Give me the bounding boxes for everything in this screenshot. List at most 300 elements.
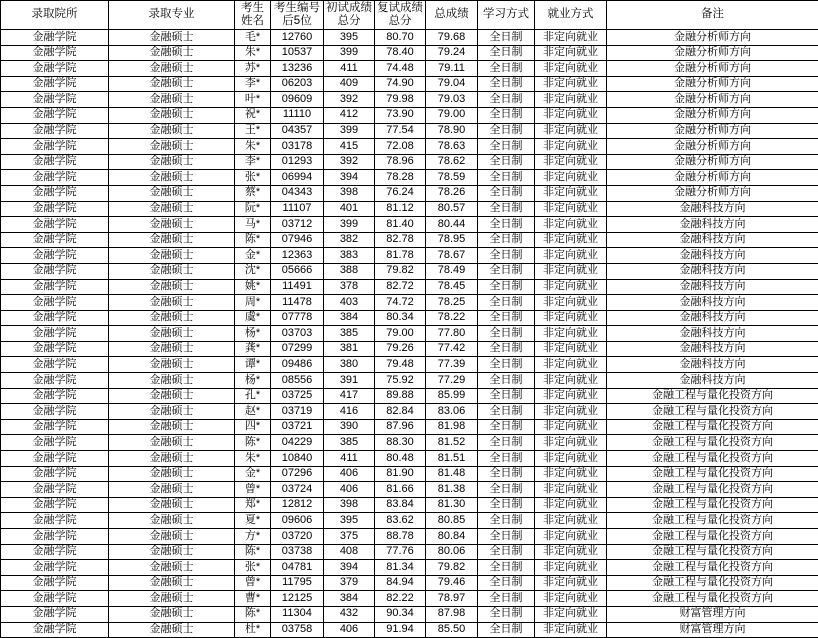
cell-retest-score: 79.48 [375,357,426,373]
cell-name: 毛* [235,30,271,46]
cell-institute: 金融学院 [1,388,109,404]
cell-candidate-id: 03720 [271,529,324,545]
cell-total-score: 79.11 [426,61,478,77]
cell-employment-mode: 非定向就业 [535,575,607,591]
cell-study-mode: 全日制 [478,123,535,139]
cell-total-score: 78.97 [426,591,478,607]
cell-candidate-id: 03178 [271,139,324,155]
cell-major: 金融硕士 [109,139,235,155]
cell-study-mode: 全日制 [478,310,535,326]
cell-remarks: 金融工程与量化投资方向 [607,466,818,482]
column-header-institute-line1: 录取院所 [1,8,108,21]
cell-total-score: 79.82 [426,560,478,576]
cell-institute: 金融学院 [1,373,109,389]
cell-remarks: 金融工程与量化投资方向 [607,575,818,591]
cell-major: 金融硕士 [109,451,235,467]
table-row [1,61,818,77]
cell-candidate-id: 12812 [271,497,324,513]
cell-total-score: 78.45 [426,279,478,295]
cell-major: 金融硕士 [109,606,235,622]
cell-total-score: 85.99 [426,388,478,404]
cell-initial-score: 406 [324,622,375,638]
cell-total-score: 81.98 [426,419,478,435]
cell-total-score: 81.38 [426,482,478,498]
cell-employment-mode: 非定向就业 [535,606,607,622]
cell-initial-score: 398 [324,497,375,513]
column-header-major-line1: 录取专业 [109,8,234,21]
cell-candidate-id: 06203 [271,76,324,92]
header-row [1,1,818,30]
cell-remarks: 金融科技方向 [607,263,818,279]
cell-name: 朱* [235,451,271,467]
cell-institute: 金融学院 [1,217,109,233]
cell-remarks: 金融科技方向 [607,295,818,311]
table-row [1,622,818,638]
cell-candidate-id: 03712 [271,217,324,233]
cell-total-score: 78.67 [426,248,478,264]
column-header-initial-score-line1: 初试成绩 [324,2,374,15]
cell-study-mode: 全日制 [478,575,535,591]
cell-study-mode: 全日制 [478,326,535,342]
cell-remarks: 金融工程与量化投资方向 [607,451,818,467]
cell-employment-mode: 非定向就业 [535,388,607,404]
cell-institute: 金融学院 [1,248,109,264]
cell-candidate-id: 04229 [271,435,324,451]
cell-name: 朱* [235,139,271,155]
cell-initial-score: 408 [324,544,375,560]
cell-institute: 金融学院 [1,419,109,435]
cell-retest-score: 81.66 [375,482,426,498]
cell-study-mode: 全日制 [478,622,535,638]
cell-study-mode: 全日制 [478,232,535,248]
cell-retest-score: 83.84 [375,497,426,513]
cell-remarks: 金融工程与量化投资方向 [607,529,818,545]
cell-total-score: 79.03 [426,92,478,108]
cell-study-mode: 全日制 [478,248,535,264]
cell-name: 陈* [235,606,271,622]
cell-total-score: 87.98 [426,606,478,622]
cell-initial-score: 399 [324,123,375,139]
cell-initial-score: 416 [324,404,375,420]
cell-major: 金融硕士 [109,435,235,451]
cell-name: 杨* [235,373,271,389]
cell-remarks: 金融科技方向 [607,357,818,373]
cell-employment-mode: 非定向就业 [535,497,607,513]
column-header-retest-score [375,1,426,30]
cell-candidate-id: 03724 [271,482,324,498]
cell-institute: 金融学院 [1,544,109,560]
cell-major: 金融硕士 [109,92,235,108]
cell-retest-score: 84.94 [375,575,426,591]
cell-candidate-id: 04357 [271,123,324,139]
cell-remarks: 金融分析师方向 [607,139,818,155]
cell-total-score: 79.24 [426,45,478,61]
column-header-retest-score-line2: 总分 [375,15,425,28]
cell-institute: 金融学院 [1,482,109,498]
cell-remarks: 金融工程与量化投资方向 [607,435,818,451]
cell-candidate-id: 11478 [271,295,324,311]
cell-remarks: 金融工程与量化投资方向 [607,591,818,607]
cell-institute: 金融学院 [1,107,109,123]
cell-retest-score: 78.28 [375,170,426,186]
cell-retest-score: 74.90 [375,76,426,92]
cell-retest-score: 81.90 [375,466,426,482]
cell-study-mode: 全日制 [478,61,535,77]
table-row [1,263,818,279]
cell-retest-score: 91.94 [375,622,426,638]
cell-retest-score: 87.96 [375,419,426,435]
cell-name: 夏* [235,513,271,529]
cell-employment-mode: 非定向就业 [535,45,607,61]
cell-initial-score: 406 [324,466,375,482]
cell-major: 金融硕士 [109,123,235,139]
cell-initial-score: 417 [324,388,375,404]
cell-major: 金融硕士 [109,373,235,389]
cell-initial-score: 401 [324,201,375,217]
table-row [1,466,818,482]
cell-major: 金融硕士 [109,529,235,545]
cell-study-mode: 全日制 [478,107,535,123]
cell-employment-mode: 非定向就业 [535,435,607,451]
cell-major: 金融硕士 [109,76,235,92]
cell-remarks: 金融分析师方向 [607,92,818,108]
cell-initial-score: 384 [324,310,375,326]
cell-remarks: 金融工程与量化投资方向 [607,404,818,420]
cell-retest-score: 75.92 [375,373,426,389]
table-row [1,404,818,420]
cell-name: 李* [235,76,271,92]
cell-remarks: 财富管理方向 [607,606,818,622]
cell-institute: 金融学院 [1,92,109,108]
cell-major: 金融硕士 [109,107,235,123]
table-header [1,1,818,30]
cell-major: 金融硕士 [109,341,235,357]
cell-candidate-id: 10840 [271,451,324,467]
cell-employment-mode: 非定向就业 [535,466,607,482]
cell-initial-score: 406 [324,482,375,498]
cell-name: 虞* [235,310,271,326]
cell-total-score: 81.48 [426,466,478,482]
cell-major: 金融硕士 [109,248,235,264]
cell-study-mode: 全日制 [478,92,535,108]
cell-initial-score: 394 [324,170,375,186]
cell-initial-score: 403 [324,295,375,311]
cell-total-score: 80.57 [426,201,478,217]
cell-initial-score: 381 [324,341,375,357]
cell-candidate-id: 09606 [271,513,324,529]
cell-major: 金融硕士 [109,419,235,435]
table-row [1,388,818,404]
cell-remarks: 金融科技方向 [607,248,818,264]
cell-retest-score: 88.30 [375,435,426,451]
table-row [1,170,818,186]
cell-retest-score: 78.96 [375,154,426,170]
cell-employment-mode: 非定向就业 [535,326,607,342]
cell-retest-score: 81.34 [375,560,426,576]
cell-retest-score: 73.90 [375,107,426,123]
table-row [1,606,818,622]
cell-retest-score: 81.12 [375,201,426,217]
table-row [1,419,818,435]
cell-name: 马* [235,217,271,233]
cell-candidate-id: 04343 [271,185,324,201]
table-row [1,217,818,233]
table-row [1,76,818,92]
cell-major: 金融硕士 [109,466,235,482]
cell-institute: 金融学院 [1,606,109,622]
cell-initial-score: 392 [324,92,375,108]
cell-study-mode: 全日制 [478,419,535,435]
cell-study-mode: 全日制 [478,529,535,545]
cell-remarks: 金融分析师方向 [607,107,818,123]
cell-employment-mode: 非定向就业 [535,185,607,201]
cell-total-score: 81.51 [426,451,478,467]
cell-name: 姚* [235,279,271,295]
cell-remarks: 金融分析师方向 [607,30,818,46]
table-row [1,575,818,591]
cell-retest-score: 82.22 [375,591,426,607]
column-header-study-mode-line1: 学习方式 [478,8,534,21]
cell-employment-mode: 非定向就业 [535,295,607,311]
cell-retest-score: 90.34 [375,606,426,622]
cell-retest-score: 74.72 [375,295,426,311]
cell-remarks: 金融科技方向 [607,310,818,326]
cell-total-score: 85.50 [426,622,478,638]
table-row [1,513,818,529]
cell-initial-score: 378 [324,279,375,295]
cell-name: 阮* [235,201,271,217]
cell-name: 张* [235,560,271,576]
cell-institute: 金融学院 [1,466,109,482]
table-row [1,92,818,108]
cell-employment-mode: 非定向就业 [535,513,607,529]
table-row [1,139,818,155]
cell-initial-score: 385 [324,326,375,342]
cell-major: 金融硕士 [109,357,235,373]
cell-employment-mode: 非定向就业 [535,92,607,108]
cell-candidate-id: 11795 [271,575,324,591]
cell-total-score: 80.44 [426,217,478,233]
table-row [1,248,818,264]
cell-name: 曾* [235,575,271,591]
cell-name: 孔* [235,388,271,404]
cell-study-mode: 全日制 [478,560,535,576]
table-row [1,123,818,139]
cell-employment-mode: 非定向就业 [535,248,607,264]
cell-retest-score: 74.48 [375,61,426,77]
cell-major: 金融硕士 [109,497,235,513]
cell-total-score: 80.06 [426,544,478,560]
cell-candidate-id: 12760 [271,30,324,46]
cell-total-score: 77.42 [426,341,478,357]
cell-total-score: 79.04 [426,76,478,92]
table-row [1,45,818,61]
cell-name: 张* [235,170,271,186]
cell-candidate-id: 07778 [271,310,324,326]
cell-employment-mode: 非定向就业 [535,341,607,357]
cell-remarks: 金融分析师方向 [607,61,818,77]
cell-institute: 金融学院 [1,451,109,467]
cell-retest-score: 79.26 [375,341,426,357]
cell-remarks: 财富管理方向 [607,622,818,638]
cell-institute: 金融学院 [1,232,109,248]
cell-initial-score: 409 [324,76,375,92]
cell-remarks: 金融科技方向 [607,373,818,389]
cell-total-score: 77.39 [426,357,478,373]
cell-major: 金融硕士 [109,170,235,186]
cell-remarks: 金融工程与量化投资方向 [607,388,818,404]
column-header-remarks-line1: 备注 [607,8,818,21]
cell-remarks: 金融分析师方向 [607,76,818,92]
cell-institute: 金融学院 [1,30,109,46]
cell-name: 曾* [235,482,271,498]
cell-institute: 金融学院 [1,295,109,311]
cell-name: 四* [235,419,271,435]
cell-remarks: 金融科技方向 [607,217,818,233]
cell-study-mode: 全日制 [478,513,535,529]
table-row [1,185,818,201]
cell-major: 金融硕士 [109,279,235,295]
cell-total-score: 78.95 [426,232,478,248]
cell-institute: 金融学院 [1,263,109,279]
column-header-major [109,1,235,30]
cell-major: 金融硕士 [109,217,235,233]
cell-name: 方* [235,529,271,545]
cell-study-mode: 全日制 [478,497,535,513]
column-header-initial-score [324,1,375,30]
column-header-initial-score-line2: 总分 [324,15,374,28]
cell-major: 金融硕士 [109,45,235,61]
cell-initial-score: 391 [324,373,375,389]
cell-candidate-id: 03721 [271,419,324,435]
cell-institute: 金融学院 [1,622,109,638]
cell-institute: 金融学院 [1,529,109,545]
cell-major: 金融硕士 [109,295,235,311]
cell-candidate-id: 07299 [271,341,324,357]
cell-retest-score: 83.62 [375,513,426,529]
cell-total-score: 80.84 [426,529,478,545]
table-row [1,201,818,217]
cell-name: 曹* [235,591,271,607]
cell-initial-score: 375 [324,529,375,545]
cell-employment-mode: 非定向就业 [535,622,607,638]
cell-institute: 金融学院 [1,279,109,295]
cell-total-score: 78.22 [426,310,478,326]
table-row [1,154,818,170]
cell-total-score: 83.06 [426,404,478,420]
cell-initial-score: 390 [324,419,375,435]
cell-major: 金融硕士 [109,232,235,248]
table-body [1,30,818,638]
cell-name: 周* [235,295,271,311]
cell-study-mode: 全日制 [478,263,535,279]
cell-employment-mode: 非定向就业 [535,201,607,217]
cell-remarks: 金融工程与量化投资方向 [607,419,818,435]
cell-initial-score: 415 [324,139,375,155]
cell-major: 金融硕士 [109,263,235,279]
cell-study-mode: 全日制 [478,185,535,201]
cell-study-mode: 全日制 [478,388,535,404]
cell-employment-mode: 非定向就业 [535,404,607,420]
cell-employment-mode: 非定向就业 [535,30,607,46]
cell-employment-mode: 非定向就业 [535,451,607,467]
cell-name: 杨* [235,326,271,342]
cell-employment-mode: 非定向就业 [535,591,607,607]
table-row [1,310,818,326]
cell-retest-score: 89.88 [375,388,426,404]
cell-total-score: 79.46 [426,575,478,591]
cell-candidate-id: 03703 [271,326,324,342]
table-row [1,30,818,46]
column-header-study-mode [478,1,535,30]
cell-major: 金融硕士 [109,591,235,607]
cell-employment-mode: 非定向就业 [535,482,607,498]
column-header-total-score-line1: 总成绩 [426,8,477,21]
cell-candidate-id: 10537 [271,45,324,61]
cell-employment-mode: 非定向就业 [535,373,607,389]
cell-study-mode: 全日制 [478,295,535,311]
cell-remarks: 金融工程与量化投资方向 [607,513,818,529]
cell-initial-score: 411 [324,61,375,77]
table-row [1,326,818,342]
table-row [1,560,818,576]
cell-name: 谭* [235,357,271,373]
column-header-candidate-id-line1: 考生编号 [271,2,323,15]
cell-name: 陈* [235,544,271,560]
cell-employment-mode: 非定向就业 [535,419,607,435]
cell-candidate-id: 11107 [271,201,324,217]
cell-remarks: 金融工程与量化投资方向 [607,497,818,513]
cell-major: 金融硕士 [109,560,235,576]
cell-remarks: 金融分析师方向 [607,123,818,139]
table-row [1,341,818,357]
cell-institute: 金融学院 [1,513,109,529]
cell-employment-mode: 非定向就业 [535,279,607,295]
table-row [1,544,818,560]
cell-retest-score: 80.70 [375,30,426,46]
cell-study-mode: 全日制 [478,139,535,155]
cell-candidate-id: 03758 [271,622,324,638]
cell-initial-score: 383 [324,248,375,264]
table-row [1,529,818,545]
cell-study-mode: 全日制 [478,201,535,217]
cell-initial-score: 395 [324,30,375,46]
cell-employment-mode: 非定向就业 [535,357,607,373]
cell-retest-score: 72.08 [375,139,426,155]
cell-study-mode: 全日制 [478,606,535,622]
cell-initial-score: 380 [324,357,375,373]
cell-major: 金融硕士 [109,575,235,591]
cell-candidate-id: 09486 [271,357,324,373]
cell-study-mode: 全日制 [478,466,535,482]
column-header-employment-mode-line1: 就业方式 [535,8,606,21]
cell-initial-score: 392 [324,154,375,170]
cell-major: 金融硕士 [109,310,235,326]
cell-employment-mode: 非定向就业 [535,529,607,545]
cell-candidate-id: 03725 [271,388,324,404]
cell-total-score: 78.90 [426,123,478,139]
cell-study-mode: 全日制 [478,404,535,420]
cell-remarks: 金融工程与量化投资方向 [607,482,818,498]
cell-total-score: 77.80 [426,326,478,342]
cell-name: 金* [235,248,271,264]
cell-retest-score: 79.98 [375,92,426,108]
cell-retest-score: 88.78 [375,529,426,545]
cell-name: 赵* [235,404,271,420]
cell-institute: 金融学院 [1,575,109,591]
cell-total-score: 78.26 [426,185,478,201]
cell-retest-score: 76.24 [375,185,426,201]
